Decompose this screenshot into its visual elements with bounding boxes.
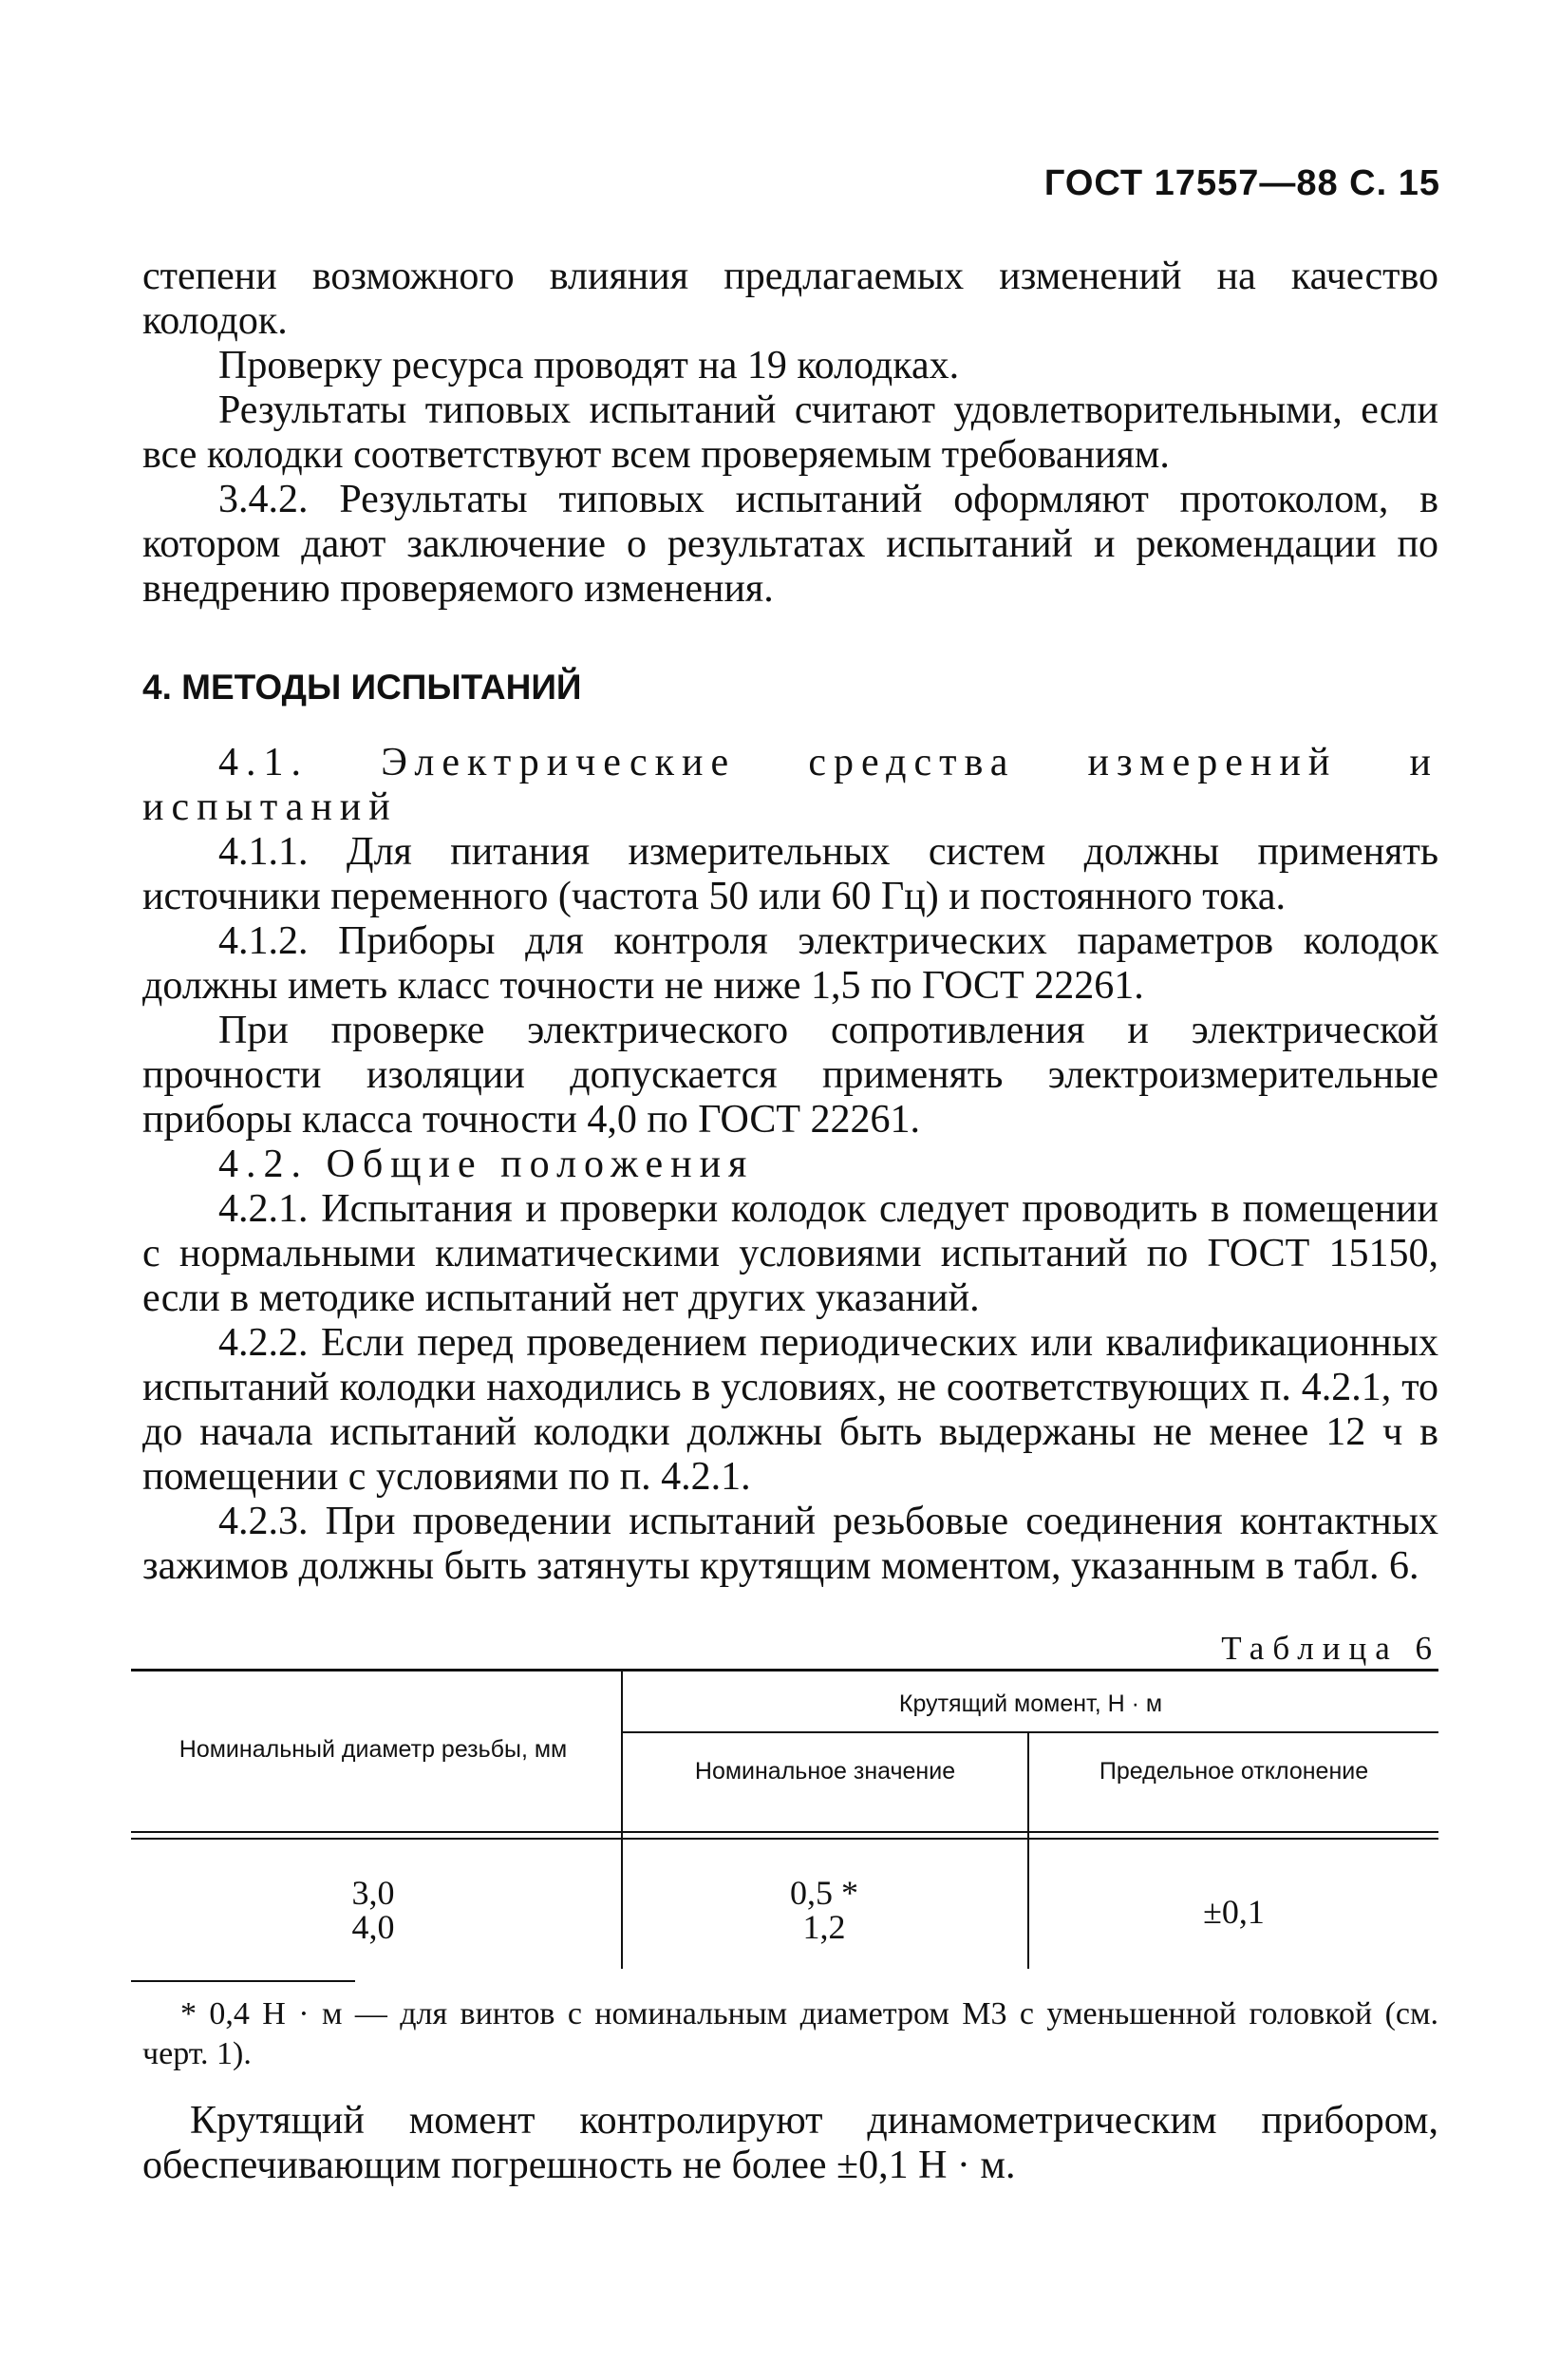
closing-paragraph: Крутящий момент контролируют динамометрическим прибором, обеспечивающим погрешность не более ±0,1 Н · м.: [142, 2099, 1438, 2187]
subsection-4-2-title: 4.2. Общие положения: [218, 1143, 755, 1186]
header-thread-diameter: Номинальный диаметр резьбы, мм: [179, 1736, 568, 1763]
table-footnote: * 0,4 Н · м — для винтов с номинальным диаметром М3 с уменьшенной головкой (см. черт. 1).: [142, 1996, 1438, 2071]
paragraph-4-1-2: 4.1.2. Приборы для контроля электрических параметров колодок должны иметь класс точности не ниже 1,5 по ГОСТ 22261.: [142, 919, 1438, 1008]
subsection-4-1-title: 4.1. Электрические средства измерений и испытаний: [142, 741, 1438, 829]
cell-thread-diameters: 3,0 4,0: [351, 1874, 395, 1946]
table-header-bottom-rule: [131, 1831, 1438, 1833]
paragraph-3-4-2: 3.4.2. Результаты типовых испытаний оформляют протоколом, в котором дают заключение о результатах испытаний и рекомендации по внедрению проверяемого изменения.: [142, 478, 1438, 611]
torque-table: [131, 1669, 1438, 1969]
paragraph-4-2-2: 4.2.2. Если перед проведением периодических или квалификационных испытаний колодки находились в условиях, не соответствующих п. 4.2.1, то до начала испытаний колодки должны быть выдержаны не менее 12 ч в помещении с условиями по п. 4.2.1.: [142, 1321, 1438, 1499]
cell-nominal-torques: 0,5 * 1,2: [790, 1874, 858, 1946]
table-header-bottom-rule-2: [131, 1838, 1438, 1840]
footnote-rule: [131, 1980, 355, 1982]
header-limit-deviation: Предельное отклонение: [1099, 1758, 1369, 1785]
section-4: [142, 665, 1438, 709]
paragraph-continuation: степени возможного влияния предлагаемых изменений на качество колодок.: [142, 255, 1438, 343]
page-header: ГОСТ 17557—88 С. 15: [1043, 163, 1440, 203]
header-torque-group: Крутящий момент, Н · м: [898, 1691, 1163, 1717]
paragraph-4-1-1: 4.1.1. Для питания измерительных систем должны применять источники переменного (частота 50 или 60 Гц) и постоянного тока.: [142, 830, 1438, 918]
paragraph-4-2-1: 4.2.1. Испытания и проверки колодок следует проводить в помещении с нормальными климатическими условиями испытаний по ГОСТ 15150, если в методике испытаний нет других указаний.: [142, 1187, 1438, 1320]
paragraph-resource-check: Проверку ресурса проводят на 19 колодках.: [218, 344, 960, 387]
paragraph-test-results: Результаты типовых испытаний считают удовлетворительными, если все колодки соответствуют всем проверяемым требованиям.: [142, 388, 1438, 477]
table-caption: Таблица 6: [1221, 1630, 1440, 1667]
cell-limit-deviation: ±0,1: [1203, 1893, 1265, 1931]
table-subheader-rule: [623, 1731, 1438, 1733]
paragraph-4-2-3: 4.2.3. При проведении испытаний резьбовые соединения контактных зажимов должны быть затянуты крутящим моментом, указанным в табл. 6.: [142, 1500, 1438, 1588]
table-top-rule: [131, 1669, 1438, 1672]
main-text: [142, 255, 1438, 612]
section-title: 4. МЕТОДЫ ИСПЫТАНИЙ: [142, 668, 582, 707]
header-nominal-value: Номинальное значение: [694, 1758, 956, 1785]
paragraph-4-1-2-continued: При проверке электрического сопротивления и электрической прочности изоляции допускается применять электроизмерительные приборы класса точности 4,0 по ГОСТ 22261.: [142, 1009, 1438, 1142]
section-4-body: [142, 741, 1438, 1589]
